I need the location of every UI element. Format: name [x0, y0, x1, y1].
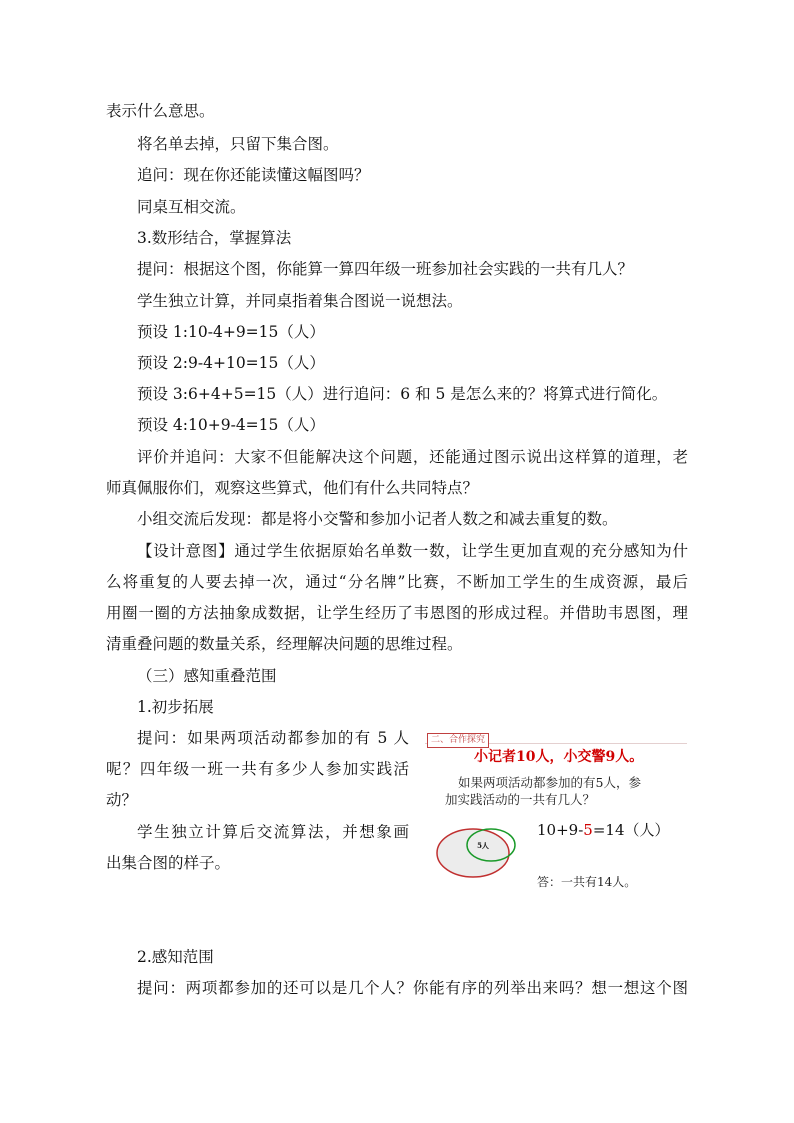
paragraph-line: 动？	[106, 791, 138, 809]
section-heading: 3.数形结合，掌握算法	[137, 229, 292, 247]
design-intent-line: 清重叠问题的数量关系，经理解决问题的思维过程。	[106, 635, 463, 653]
paragraph-line: 表示什么意思。	[106, 102, 215, 120]
figure-question-line: 如果两项活动都参加的有5人，参	[458, 775, 641, 790]
figure-question-line: 加实践活动的一共有几人？	[445, 792, 596, 807]
paragraph-line: 同桌互相交流。	[137, 198, 246, 216]
venn-figure	[425, 730, 687, 895]
paragraph-line: 学生独立计算后交流算法，并想象画	[137, 823, 409, 841]
subsection-heading: 1.初步拓展	[137, 698, 214, 716]
section-heading: （三）感知重叠范围	[137, 667, 277, 685]
paragraph-line: 评价并追问：大家不但能解决这个问题，还能通过图示说出这样算的道理，老	[137, 448, 688, 466]
figure-formula	[537, 819, 669, 840]
paragraph-line: 提问：两项都参加的还可以是几个人？你能有序的列举出来吗？想一想这个图	[137, 979, 688, 997]
subsection-heading: 2.感知范围	[137, 948, 214, 966]
figure-tag: 二、合作探究	[427, 733, 489, 748]
design-intent-line: 用圈一圈的方法抽象成数据，让学生经历了韦恩图的形成过程。并借助韦恩图，理	[106, 604, 688, 622]
design-intent-line: 【设计意图】通过学生依据原始名单数一数，让学生更加直观的充分感知为什	[137, 542, 688, 560]
venn-diagram	[435, 817, 535, 887]
paragraph-line: 出集合图的样子。	[106, 854, 231, 872]
overlap-label: 5人	[477, 841, 489, 850]
reporter-set-ellipse	[437, 829, 509, 877]
figure-title: 小记者10人，小交警9人。	[474, 749, 644, 765]
paragraph-line: 将名单去掉，只留下集合图。	[137, 135, 339, 153]
paragraph-line: 预设 4:10+9-4=15（人）	[137, 416, 325, 434]
formula-overlap-number: 5	[583, 821, 593, 839]
paragraph-line: 小组交流后发现：都是将小交警和参加小记者人数之和减去重复的数。	[137, 510, 618, 528]
formula-part: 10+9-	[537, 821, 584, 839]
design-intent-line: 么将重复的人要去掉一次，通过“分名牌”比赛，不断加工学生的生成资源，最后	[106, 573, 688, 591]
paragraph-line: 预设 2:9-4+10=15（人）	[137, 354, 325, 372]
paragraph-line: 提问：根据这个图，你能算一算四年级一班参加社会实践的一共有几人？	[137, 260, 634, 278]
paragraph-line: 呢？四年级一班一共有多少人参加实践活	[106, 760, 409, 778]
paragraph-line: 师真佩服你们，观察这些算式，他们有什么共同特点？	[106, 479, 479, 497]
paragraph-line: 追问：现在你还能读懂这幅图吗？	[137, 166, 370, 184]
paragraph-line: 学生独立计算，并同桌指着集合图说一说想法。	[137, 292, 463, 310]
paragraph-line: 提问：如果两项活动都参加的有 5 人	[137, 729, 409, 747]
figure-answer: 答：一共有14人。	[537, 875, 637, 889]
paragraph-line: 预设 3:6+4+5=15（人）进行追问：6 和 5 是怎么来的？将算式进行简化。	[137, 385, 668, 403]
formula-part: =14（人）	[592, 821, 670, 839]
paragraph-line: 预设 1:10-4+9=15（人）	[137, 323, 325, 341]
